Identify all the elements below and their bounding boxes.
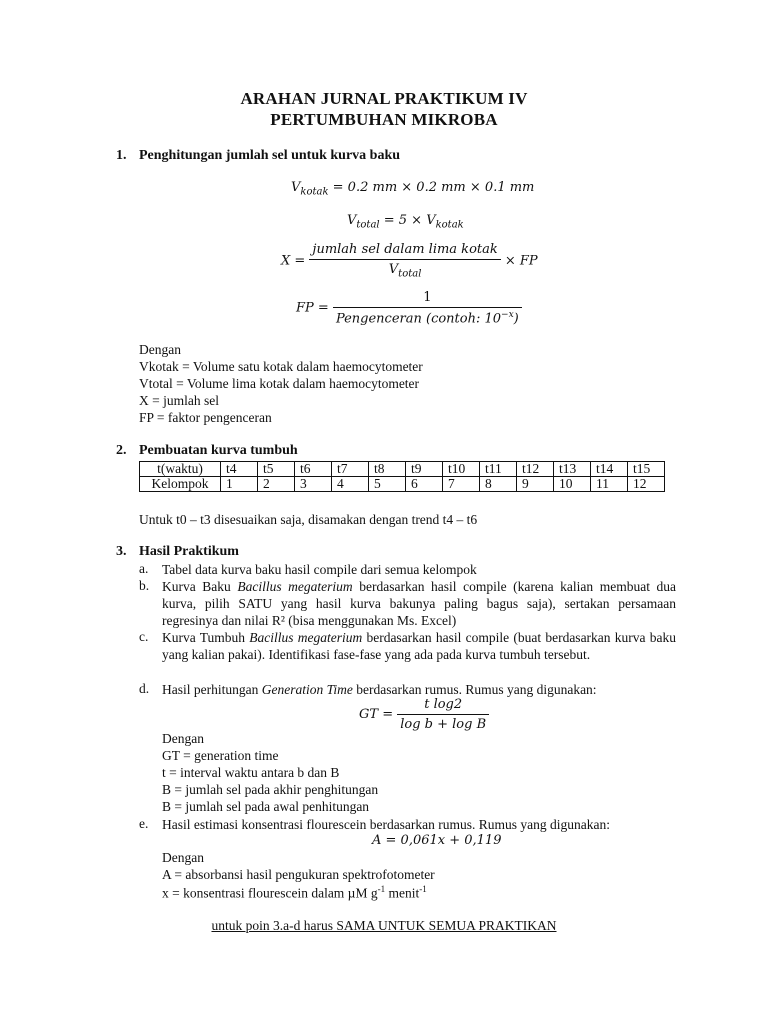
- equation-x: [281, 242, 538, 280]
- table-cell: t13: [554, 462, 591, 477]
- def-x-pre: x = konsentrasi flourescein dalam µM g: [162, 885, 378, 901]
- item-c-marker: c.: [139, 629, 149, 644]
- equation-fp: [296, 290, 522, 326]
- item-d-pre: Hasil perhitungan: [162, 682, 262, 697]
- vtotal-subscript: total: [356, 219, 380, 231]
- item-b-species: Bacillus megaterium: [237, 579, 353, 594]
- definition-a: A = absorbansi hasil pengukuran spektrofotometer: [162, 867, 435, 882]
- item-c-species: Bacillus megaterium: [249, 630, 363, 645]
- fp-fraction: [333, 290, 522, 326]
- equation-vkotak: [291, 180, 534, 198]
- item-d-term: Generation Time: [261, 682, 353, 697]
- equation-absorbance: A = 0,061x + 0,119: [372, 833, 502, 848]
- gt-lhs: GT =: [359, 707, 394, 722]
- item-b-text: [162, 578, 676, 629]
- x-numerator: jumlah sel dalam lima kotak: [309, 242, 500, 260]
- group-schedule-table: [139, 461, 665, 492]
- table-cell: t10: [443, 462, 480, 477]
- definition-b-end: B = jumlah sel pada akhir penghitungan: [162, 782, 379, 797]
- fp-lhs: FP =: [296, 300, 329, 316]
- table-cell: t5: [258, 462, 295, 477]
- table-cell: 12: [628, 477, 665, 492]
- item-e-marker: e.: [139, 816, 149, 831]
- fp-numerator: 1: [333, 290, 522, 308]
- item-d-dengan: Dengan: [162, 731, 204, 746]
- section-3-number: 3.: [116, 544, 127, 559]
- item-b-marker: b.: [139, 578, 150, 593]
- table-cell: 5: [369, 477, 406, 492]
- table-cell: t11: [480, 462, 517, 477]
- item-b-post: berdasarkan hasil compile (karena kalian membuat dua kurva, pilih SATU yang hasil kurva bakunya paling bagus saja), sertakan persamaan regresinya dan nilai R² (bisa menggunakan Ms. Excel): [162, 579, 676, 628]
- gt-fraction: [397, 697, 489, 732]
- def-x-mid: menit: [385, 885, 420, 901]
- vtotal-subscript-2: kotak: [435, 219, 464, 231]
- equation-generation-time: [359, 697, 489, 732]
- section-3-heading: Hasil Praktikum: [139, 544, 239, 559]
- table-cell: 11: [591, 477, 628, 492]
- section-1-number: 1.: [116, 148, 127, 163]
- item-c-post: berdasarkan hasil compile (buat berdasarkan kurva baku yang kalian pakai). Identifikasi fase-fase yang ada pada kurva tumbuh tersebut.: [162, 630, 676, 662]
- table-cell: 9: [517, 477, 554, 492]
- x-rhs: × FP: [504, 253, 538, 269]
- gt-denominator: log b + log B: [400, 717, 487, 732]
- definition-x-concentration: [162, 884, 427, 902]
- fp-den-close: ): [513, 311, 519, 327]
- def-x-sup2: -1: [419, 884, 427, 894]
- table-cell: t8: [369, 462, 406, 477]
- item-b-pre: Kurva Baku: [162, 579, 238, 594]
- x-denominator: [309, 260, 500, 280]
- section-2-heading: Pembuatan kurva tumbuh: [139, 443, 298, 458]
- footer-note: untuk poin 3.a-d harus SAMA UNTUK SEMUA PRAKTIKAN: [211, 918, 557, 933]
- table-cell: t7: [332, 462, 369, 477]
- table-row-time: [140, 462, 665, 477]
- table-cell: 7: [443, 477, 480, 492]
- definition-gt: GT = generation time: [162, 748, 279, 763]
- x-den-subscript: total: [398, 268, 422, 280]
- table-cell: 4: [332, 477, 369, 492]
- item-a-text: Tabel data kurva baku hasil compile dari semua kelompok: [162, 562, 477, 577]
- section-2-number: 2.: [116, 443, 127, 458]
- document-title-line-2: PERTUMBUHAN MIKROBA: [270, 110, 498, 129]
- table-cell: Kelompok: [140, 477, 221, 492]
- table-cell: 2: [258, 477, 295, 492]
- fp-den-text: Pengenceran (contoh: 10: [335, 311, 502, 327]
- section-2-note: Untuk t0 – t3 disesuaikan saja, disamakan dengan trend t4 – t6: [139, 512, 478, 527]
- x-den-symbol: V: [388, 262, 399, 277]
- section-1-heading: Penghitungan jumlah sel untuk kurva baku: [139, 148, 401, 163]
- document-title-line-1: ARAHAN JURNAL PRAKTIKUM IV: [240, 89, 528, 108]
- vkotak-subscript: kotak: [300, 186, 329, 198]
- item-c-pre: Kurva Tumbuh: [162, 630, 250, 645]
- table-cell: t6: [295, 462, 332, 477]
- item-e-dengan: Dengan: [162, 850, 204, 865]
- table-cell: 3: [295, 477, 332, 492]
- item-e-text: Hasil estimasi konsentrasi flourescein berdasarkan rumus. Rumus yang digunakan:: [162, 817, 611, 832]
- item-d-marker: d.: [139, 681, 150, 696]
- gt-numerator: t log2: [397, 697, 489, 715]
- definition-t: t = interval waktu antara b dan B: [162, 765, 340, 780]
- equation-vtotal: [347, 213, 464, 231]
- definition-x: X = jumlah sel: [139, 393, 219, 408]
- definition-vkotak: Vkotak = Volume satu kotak dalam haemocytometer: [139, 359, 423, 374]
- vkotak-expression: = 0.2 mm × 0.2 mm × 0.1 mm: [332, 180, 535, 195]
- fp-denominator: [333, 308, 522, 326]
- x-fraction: [309, 242, 500, 280]
- fp-den-superscript: −x: [501, 310, 514, 320]
- def-x-sup1: -1: [377, 884, 386, 894]
- table-cell: t14: [591, 462, 628, 477]
- item-a-marker: a.: [139, 561, 149, 576]
- table-cell: t15: [628, 462, 665, 477]
- section-1-dengan: Dengan: [139, 342, 181, 357]
- table-cell: t(waktu): [140, 462, 221, 477]
- table-cell: t4: [221, 462, 258, 477]
- table-cell: 1: [221, 477, 258, 492]
- table-row-kelompok: [140, 477, 665, 492]
- table-cell: t12: [517, 462, 554, 477]
- table-cell: 8: [480, 477, 517, 492]
- definition-b-start: B = jumlah sel pada awal penhitungan: [162, 799, 370, 814]
- item-c-text: [162, 629, 676, 663]
- item-d-post: berdasarkan rumus. Rumus yang digunakan:: [352, 682, 597, 697]
- x-lhs: X =: [281, 253, 306, 269]
- definition-fp: FP = faktor pengenceran: [139, 410, 272, 425]
- vtotal-expression: = 5 × V: [383, 213, 436, 228]
- vkotak-symbol: V: [291, 180, 301, 195]
- item-d-text: [162, 681, 676, 698]
- table-cell: t9: [406, 462, 443, 477]
- vtotal-symbol: V: [347, 213, 357, 228]
- table-cell: 10: [554, 477, 591, 492]
- table-cell: 6: [406, 477, 443, 492]
- definition-vtotal: Vtotal = Volume lima kotak dalam haemocytometer: [139, 376, 420, 391]
